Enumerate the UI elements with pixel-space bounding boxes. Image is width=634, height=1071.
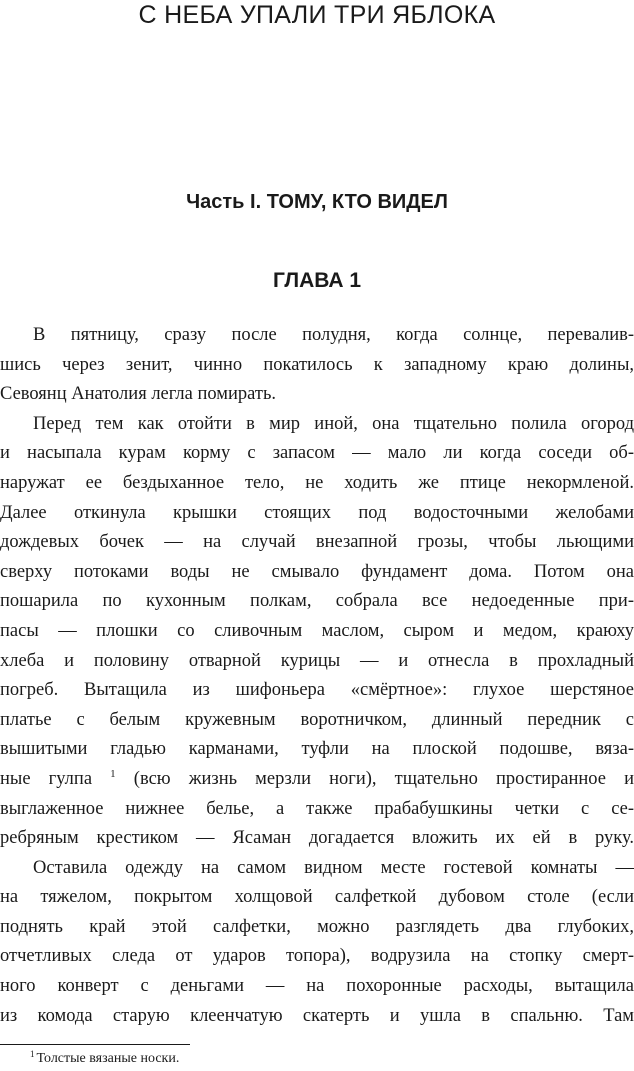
footnote-text: Толстые вязаные носки. (36, 1051, 180, 1066)
text-line: и насыпала курам корму с запасом — мало ли когда соседи об- (0, 443, 634, 464)
text-line: ного конверт с деньгами — на похоронные расходы, вытащила (0, 976, 634, 997)
text-line: пасы — плошки со сливочным маслом, сыром и медом, краюху (0, 620, 634, 641)
text-line: хлеба и половину отварной курицы — и отнесла в прохладный (0, 650, 634, 671)
body-text (0, 321, 634, 1031)
chapter-title: ГЛАВА 1 (272, 269, 362, 292)
text-line: поднять край этой салфетки, можно разглядеть два глубоких, (0, 916, 634, 937)
footnote (30, 1050, 179, 1068)
text-line: пошарила по кухонным полкам, собрала все недоеденные при- (0, 591, 634, 612)
text-line: шись через зенит, чинно покатилось к западному краю долины, (0, 354, 634, 375)
text-line: Перед тем как отойти в мир иной, она тщательно полила огород (33, 413, 634, 434)
text-line: Оставила одежду на самом видном месте гостевой комнаты — (33, 857, 634, 878)
text-line: погреб. Вытащила из шифоньера «смёртное»: глухое шерстяное (0, 680, 634, 701)
part-title: Часть I. ТОМУ, КТО ВИДЕЛ (186, 191, 448, 213)
text-line-with-footnote (0, 765, 634, 795)
text-line: В пятницу, сразу после полудня, когда солнце, перевалив- (33, 325, 634, 345)
text-line: из комода старую клеенчатую скатерть и ушла в спальню. Там (0, 1005, 634, 1026)
text-line: ребряным крестиком — Ясаман догадается вложить их ей в руку. (0, 828, 634, 849)
text-line: выглаженное нижнее белье, а также прабабушкины четки с се- (0, 798, 634, 819)
text-line: на тяжелом, покрытом холщовой салфеткой дубовом столе (если (0, 887, 634, 908)
text-line: Севоянц Анатолия легла помирать. (0, 384, 277, 405)
text-line: дождевых бочек — на случай внезапной грозы, чтобы льющими (0, 532, 634, 553)
text-line: Далее откинула крышки стоящих под водосточными желобами (0, 502, 634, 523)
footnote-number: 1 (30, 1049, 35, 1059)
footnote-reference[interactable]: 1 (110, 767, 116, 780)
text-line: отчетливых следа от ударов топора), водрузила на стопку смерт- (0, 946, 634, 967)
book-title: С НЕБА УПАЛИ ТРИ ЯБЛОКА (138, 1, 496, 29)
footnote-divider (0, 1044, 190, 1045)
text-fragment: ные гулпа (0, 768, 93, 789)
text-line: платье с белым кружевным воротничком, длинный передник с (0, 709, 634, 730)
text-line: сверху потоками воды не смывало фундамент дома. Потом она (0, 561, 634, 582)
text-line: наружат ее бездыханное тело, не ходить же птице некормленой. (0, 472, 634, 493)
text-fragment: (всю жизнь мерзли ноги), тщательно простиранное и (133, 768, 634, 789)
text-line: вышитыми гладью карманами, туфли на плоской подошве, вяза- (0, 739, 634, 760)
